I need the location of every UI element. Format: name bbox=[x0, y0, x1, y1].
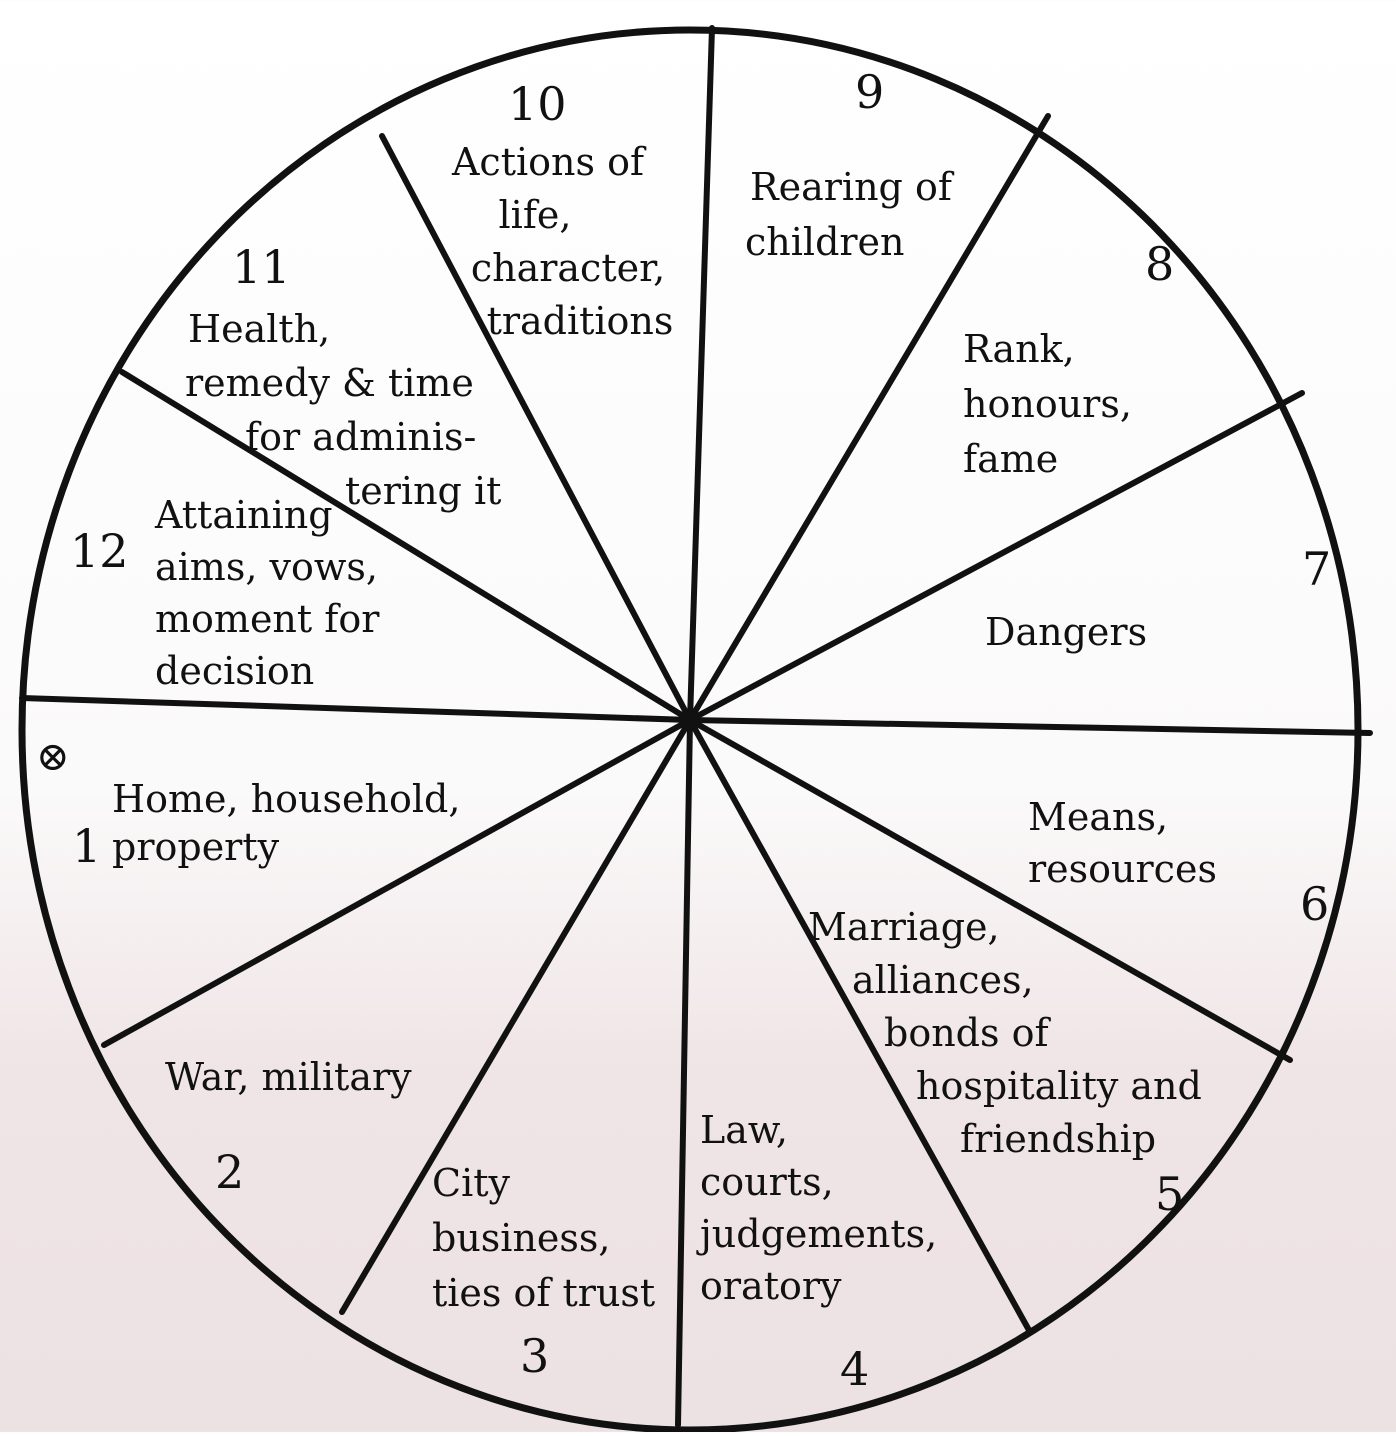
house-10 bbox=[451, 77, 673, 343]
house-10-label-line: life, bbox=[498, 193, 572, 237]
house-3 bbox=[432, 1161, 655, 1383]
spoke-line-1 bbox=[22, 698, 690, 720]
house-4 bbox=[696, 1108, 937, 1396]
house-6-label-line: resources bbox=[1028, 847, 1217, 891]
house-1 bbox=[72, 777, 460, 873]
house-12-label-line: aims, vows, bbox=[155, 545, 378, 589]
house-1-label-line: property bbox=[112, 825, 280, 869]
house-number-7: 7 bbox=[1302, 542, 1332, 596]
house-5-label-line: friendship bbox=[960, 1117, 1157, 1161]
house-10-label-line: Actions of bbox=[451, 140, 645, 184]
house-8 bbox=[963, 237, 1174, 481]
spoke-line-2 bbox=[104, 720, 690, 1045]
house-12-label-line: moment for bbox=[155, 597, 380, 641]
house-9-label-line: Rearing of bbox=[750, 165, 952, 209]
house-10-label-line: character, bbox=[470, 246, 666, 290]
house-5-label-line: alliances, bbox=[852, 958, 1034, 1002]
house-12 bbox=[70, 493, 380, 693]
house-11-label-line: tering it bbox=[345, 469, 502, 513]
house-8-label-line: fame bbox=[963, 437, 1059, 481]
house-number-10: 10 bbox=[508, 77, 567, 131]
house-4-label-line: judgements, bbox=[700, 1212, 938, 1256]
house-number-1: 1 bbox=[72, 819, 102, 873]
spoke-line-10 bbox=[690, 28, 712, 720]
house-12-label-line: decision bbox=[155, 649, 315, 693]
house-8-label-line: honours, bbox=[963, 382, 1132, 426]
spoke-line-7 bbox=[690, 720, 1370, 733]
house-3-label-line: business, bbox=[432, 1216, 611, 1260]
house-2-label-line: War, military bbox=[165, 1055, 412, 1099]
house-11-label-line: for adminis- bbox=[245, 415, 477, 459]
house-12-label-line: Attaining bbox=[155, 493, 333, 537]
house-number-8: 8 bbox=[1145, 237, 1175, 291]
house-number-2: 2 bbox=[215, 1145, 245, 1199]
house-3-label-line: City bbox=[432, 1161, 510, 1205]
house-11-label-line: remedy & time bbox=[185, 361, 474, 405]
house-number-12: 12 bbox=[70, 524, 129, 578]
house-5-label-line: hospitality and bbox=[916, 1064, 1202, 1108]
house-9 bbox=[745, 65, 955, 264]
house-1-label-line: Home, household, bbox=[112, 777, 461, 821]
house-6-label-line: Means, bbox=[1028, 795, 1169, 839]
house-7-label-line: Dangers bbox=[985, 610, 1148, 654]
house-number-3: 3 bbox=[520, 1329, 550, 1383]
house-8-label-line: Rank, bbox=[963, 327, 1075, 371]
house-number-5: 5 bbox=[1155, 1167, 1185, 1221]
house-9-label-line: children bbox=[745, 220, 905, 264]
house-number-6: 6 bbox=[1300, 877, 1330, 931]
house-3-label-line: ties of trust bbox=[432, 1271, 656, 1315]
house-10-label-line: traditions bbox=[486, 299, 674, 343]
house-5 bbox=[808, 905, 1202, 1221]
spoke-line-4 bbox=[678, 720, 690, 1425]
house-11 bbox=[185, 240, 501, 513]
house-4-label-line: oratory bbox=[700, 1264, 842, 1308]
house-11-label-line: Health, bbox=[188, 307, 331, 351]
start-marker-icon: ⊗ bbox=[36, 734, 70, 780]
house-number-4: 4 bbox=[840, 1342, 870, 1396]
house-4-label-line: Law, bbox=[700, 1108, 788, 1152]
center-point bbox=[681, 711, 699, 729]
house-2 bbox=[165, 1055, 412, 1199]
house-6 bbox=[1028, 795, 1329, 931]
house-number-9: 9 bbox=[855, 65, 885, 119]
house-5-label-line: bonds of bbox=[884, 1011, 1049, 1055]
house-7 bbox=[985, 542, 1331, 654]
house-5-label-line: Marriage, bbox=[808, 905, 1000, 949]
house-number-11: 11 bbox=[232, 240, 291, 294]
house-4-label-line: courts, bbox=[700, 1160, 834, 1204]
